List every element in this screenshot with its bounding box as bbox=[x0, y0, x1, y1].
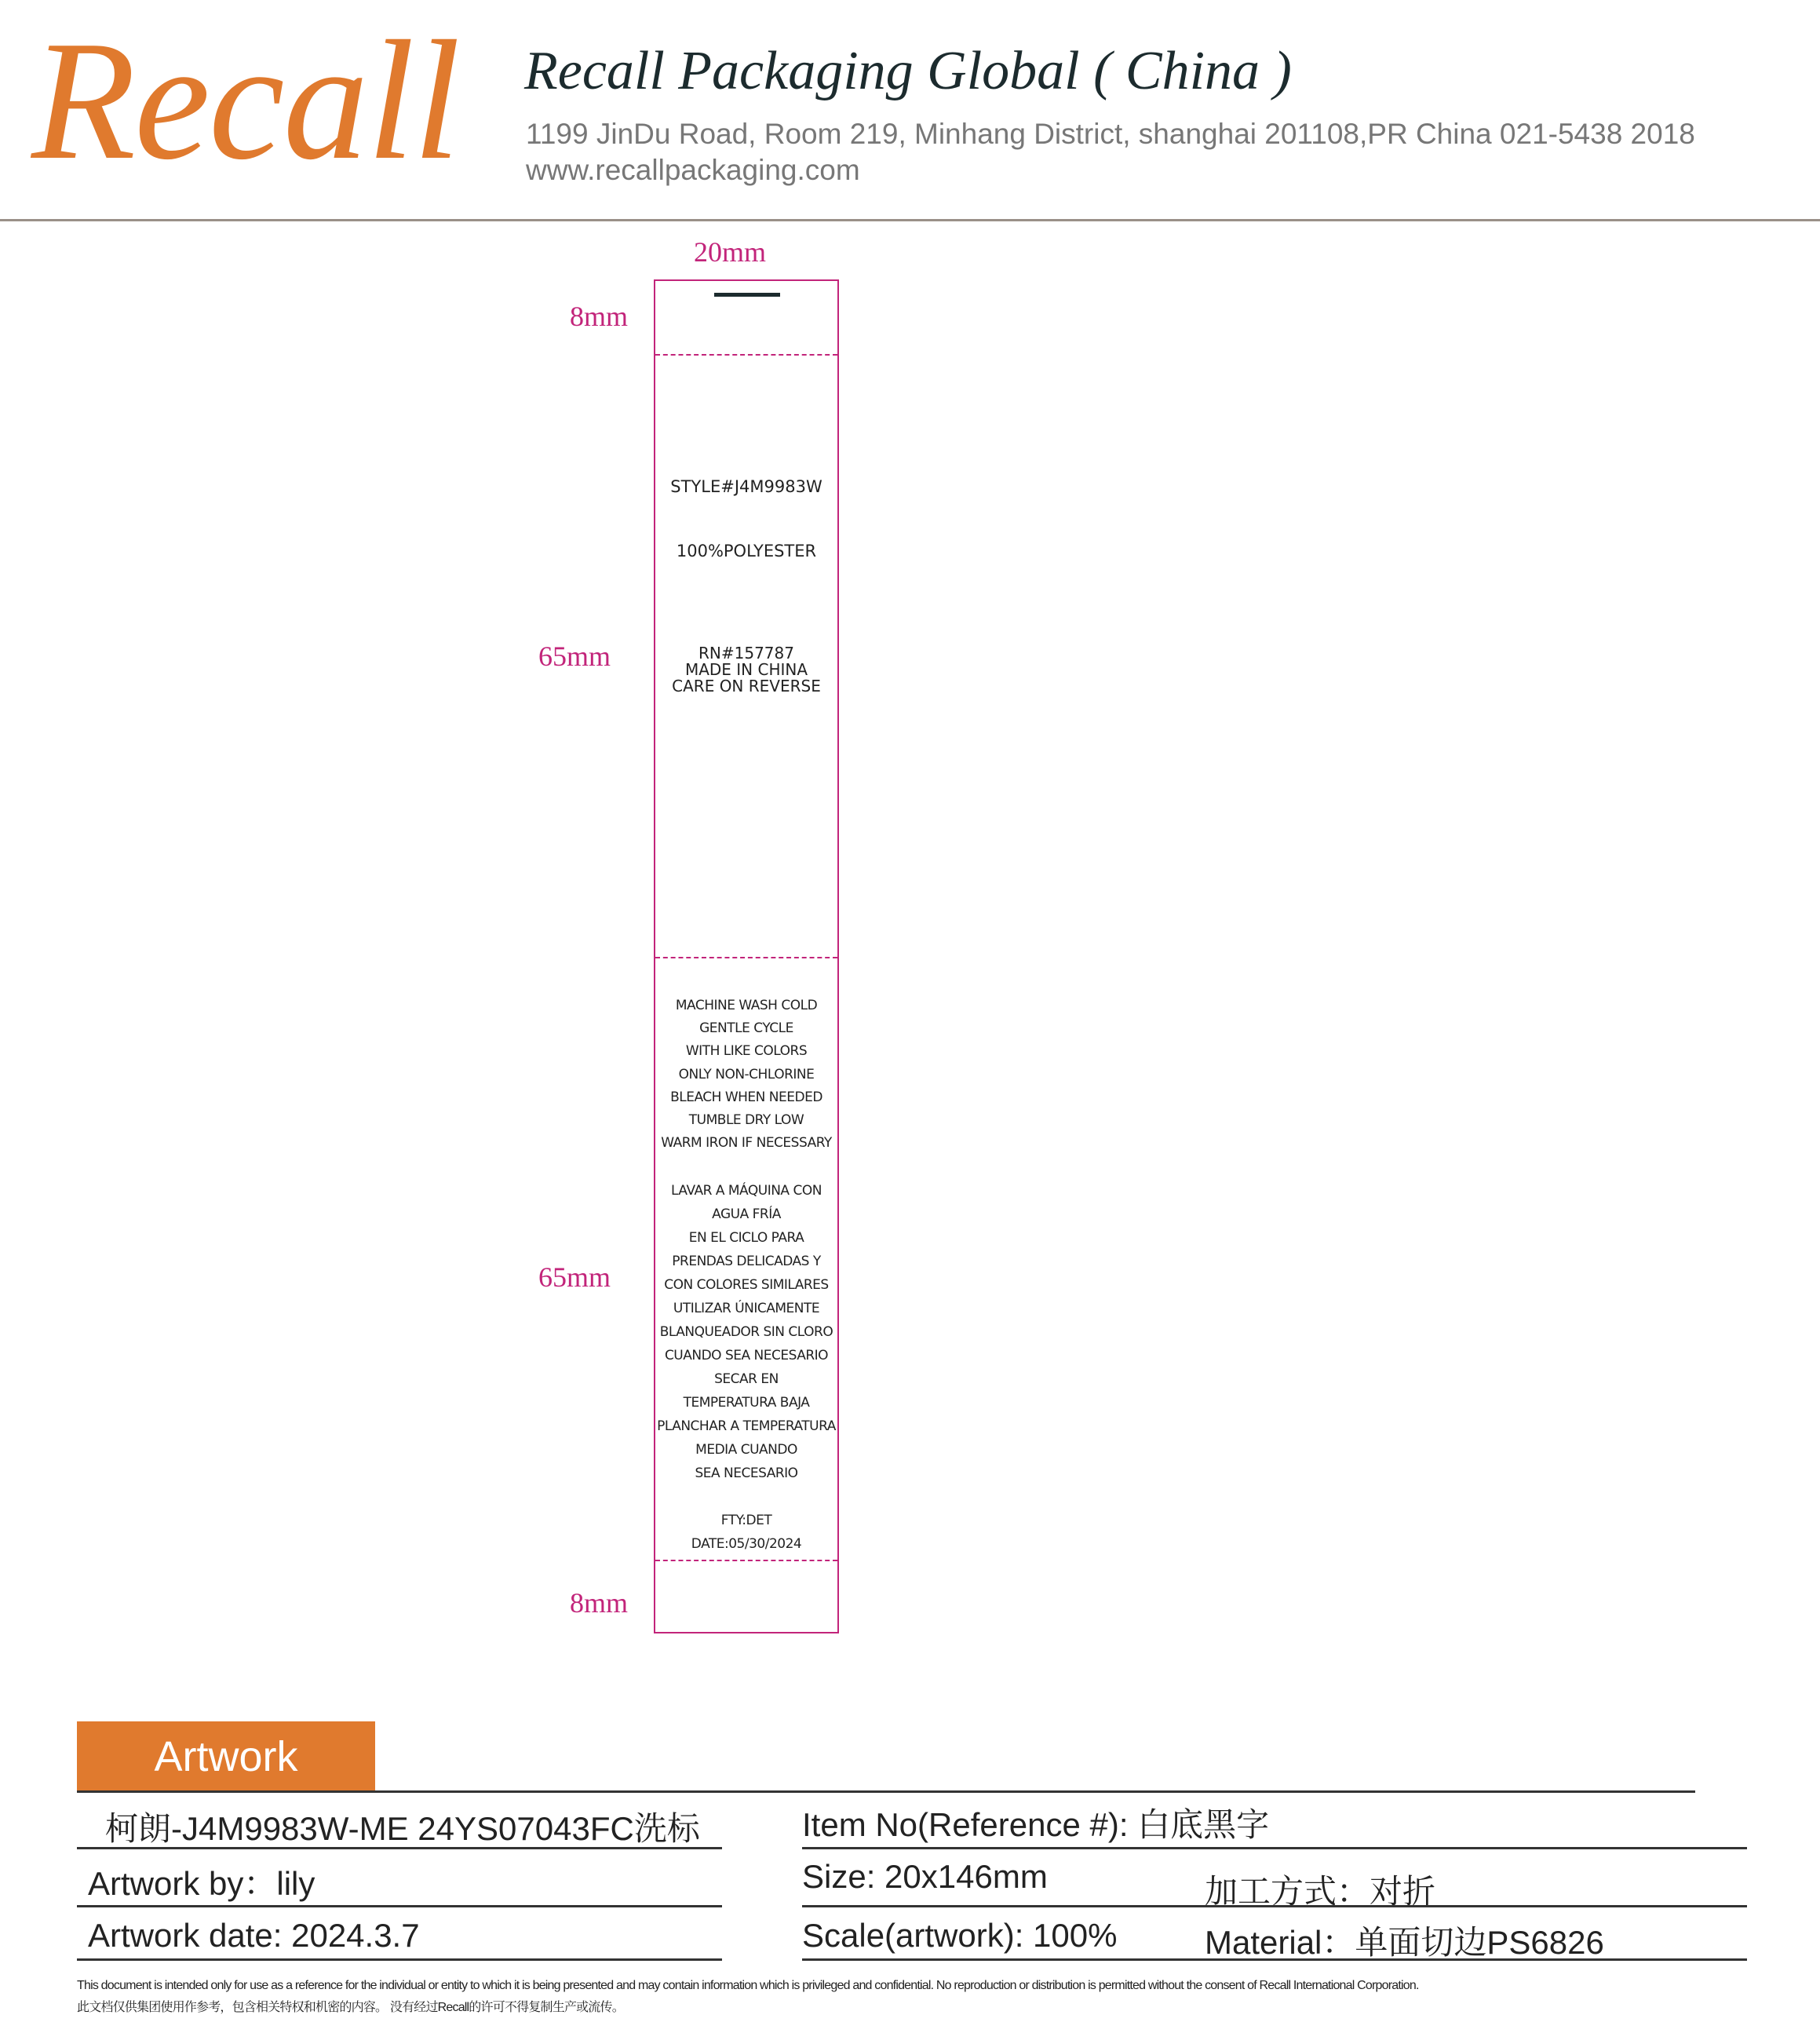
header-divider bbox=[0, 219, 1820, 221]
width-dimension: 20mm bbox=[694, 236, 767, 268]
care-es-line: CON COLORES SIMILARES bbox=[664, 1277, 829, 1293]
care-en-line: WARM IRON IF NECESSARY bbox=[661, 1135, 832, 1151]
care-es-line: PRENDAS DELICADAS Y bbox=[672, 1254, 821, 1269]
processing-method: 加工方式：对折 bbox=[1205, 1873, 1436, 1910]
artwork-date: Artwork date: 2024.3.7 bbox=[88, 1917, 420, 1954]
top-fold-dimension: 8mm bbox=[570, 301, 629, 332]
disclaimer-english: This document is intended only for use as a reference for the individual or entity to which it is being presented and may contain information which is privileged and confidential. No reproduction or distribution is permitted without the consent of Recall International Corporation. bbox=[77, 1979, 1419, 1992]
table-rule bbox=[77, 1958, 722, 1961]
item-name: 柯朗-J4M9983W-ME 24YS07043FC洗标 bbox=[105, 1810, 700, 1847]
table-rule bbox=[802, 1905, 1747, 1907]
label-date: DATE:05/30/2024 bbox=[691, 1536, 802, 1552]
table-rule bbox=[77, 1847, 722, 1849]
company-address: 1199 JinDu Road, Room 219, Minhang District, shanghai 201108,PR China 021-5438 2018 bbox=[526, 118, 1695, 150]
fold-mark bbox=[714, 293, 780, 297]
disclaimer-chinese: 此文档仅供集团使用作参考，包含相关特权和机密的内容。 没有经过Recall的许可不得复制生产或流传。 bbox=[77, 2001, 624, 2014]
table-rule bbox=[802, 1847, 1747, 1849]
front-panel-dimension: 65mm bbox=[538, 641, 611, 672]
artwork-scale: Scale(artwork): 100% bbox=[802, 1917, 1118, 1954]
care-on-reverse: CARE ON REVERSE bbox=[672, 677, 821, 695]
rn-number: RN#157787 bbox=[698, 644, 794, 662]
bottom-fold-dimension: 8mm bbox=[570, 1587, 629, 1619]
care-es-line: BLANQUEADOR SIN CLORO bbox=[659, 1324, 833, 1340]
back-panel-dimension: 65mm bbox=[538, 1261, 611, 1293]
country-of-origin: MADE IN CHINA bbox=[684, 660, 808, 679]
company-website: www.recallpackaging.com bbox=[526, 154, 860, 186]
care-es-line: EN EL CICLO PARA bbox=[688, 1230, 804, 1246]
fabric-content: 100%POLYESTER bbox=[676, 542, 817, 560]
care-es-line: SEA NECESARIO bbox=[695, 1465, 798, 1481]
care-es-line: UTILIZAR ÚNICAMENTE bbox=[673, 1301, 820, 1316]
care-es-line: MEDIA CUANDO bbox=[695, 1442, 797, 1458]
care-en-line: MACHINE WASH COLD bbox=[675, 998, 818, 1013]
care-es-line: SECAR EN bbox=[714, 1371, 779, 1387]
care-en-line: WITH LIKE COLORS bbox=[685, 1043, 808, 1059]
care-es-line: TEMPERATURA BAJA bbox=[683, 1395, 810, 1411]
artwork-section-tab: Artwork bbox=[77, 1721, 375, 1792]
table-top-rule bbox=[77, 1790, 1695, 1793]
table-rule bbox=[77, 1905, 722, 1907]
care-en-line: ONLY NON-CHLORINE bbox=[678, 1067, 815, 1082]
care-en-line: TUMBLE DRY LOW bbox=[688, 1112, 804, 1128]
bottom-fold-line bbox=[655, 1560, 837, 1561]
care-en-line: GENTLE CYCLE bbox=[699, 1020, 793, 1036]
item-reference-number: Item No(Reference #): 白底黑字 bbox=[802, 1806, 1270, 1843]
care-es-line: LAVAR A MÁQUINA CON bbox=[671, 1183, 822, 1199]
middle-fold-line bbox=[655, 957, 837, 958]
company-name: Recall Packaging Global ( China ) bbox=[524, 41, 1292, 101]
care-es-line: AGUA FRÍA bbox=[712, 1206, 781, 1222]
label-material: Material：单面切边PS6826 bbox=[1205, 1924, 1604, 1961]
top-fold-line bbox=[655, 354, 837, 356]
style-number: STYLE#J4M9983W bbox=[670, 477, 822, 496]
care-es-line: PLANCHAR A TEMPERATURA bbox=[657, 1418, 836, 1434]
care-es-line: CUANDO SEA NECESARIO bbox=[664, 1348, 829, 1363]
label-size: Size: 20x146mm bbox=[802, 1858, 1048, 1895]
table-rule bbox=[802, 1958, 1747, 1961]
care-en-line: BLEACH WHEN NEEDED bbox=[670, 1090, 822, 1105]
factory-code: FTY:DET bbox=[720, 1513, 772, 1528]
artwork-by: Artwork by：lily bbox=[88, 1865, 315, 1902]
recall-logo: Recall bbox=[31, 6, 459, 195]
